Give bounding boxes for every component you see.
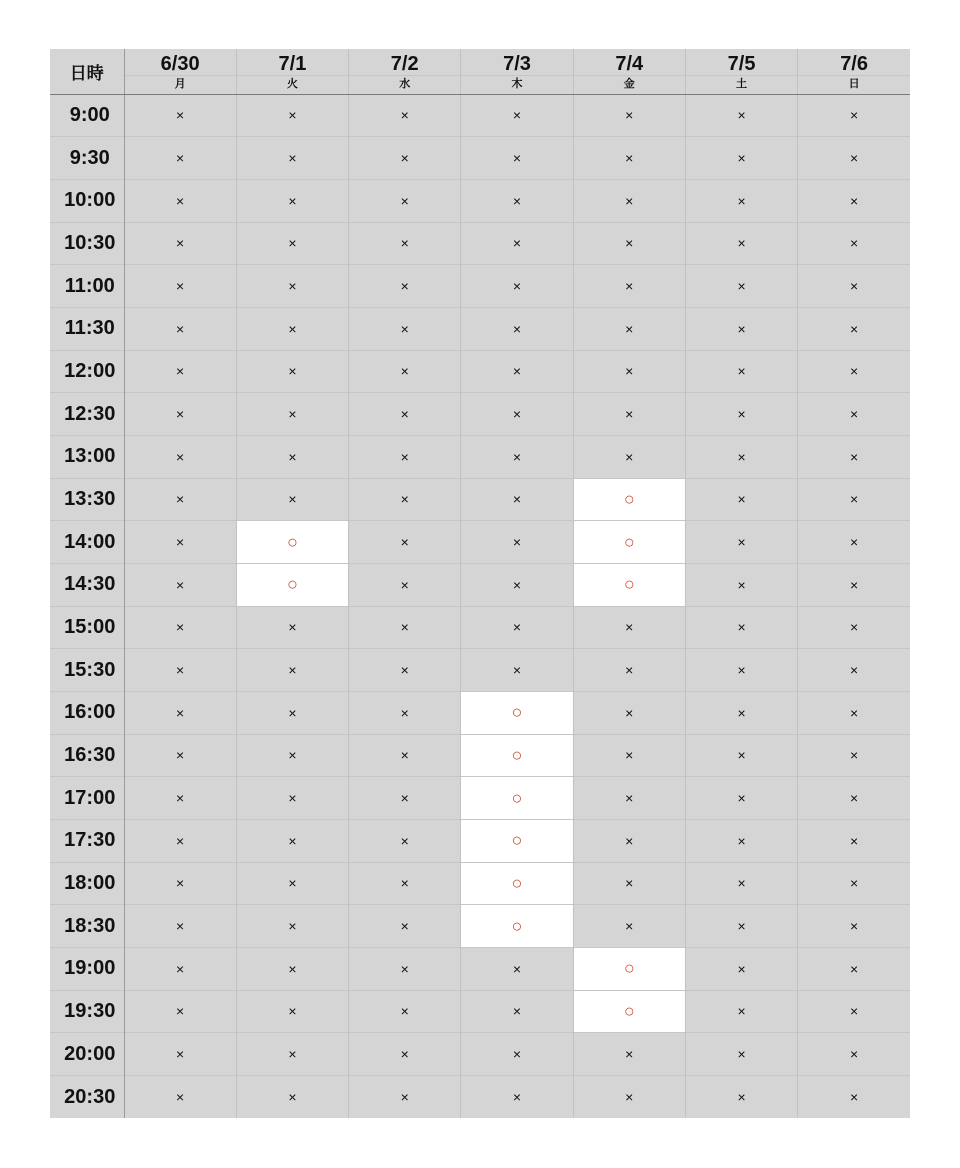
slot-unavailable: ×	[685, 606, 797, 649]
header-corner-label: 日時	[50, 49, 124, 94]
slot-unavailable: ×	[573, 691, 685, 734]
time-label: 16:00	[50, 691, 124, 734]
slot-available: ○	[461, 777, 573, 820]
slot-unavailable: ×	[461, 350, 573, 393]
slot-unavailable: ×	[685, 819, 797, 862]
slot-unavailable: ×	[798, 734, 910, 777]
header-date: 7/1	[278, 52, 307, 75]
slot-unavailable: ×	[349, 947, 461, 990]
slot-unavailable: ×	[236, 478, 348, 521]
slot-unavailable: ×	[124, 1033, 236, 1076]
time-label: 19:30	[50, 990, 124, 1033]
slot-unavailable: ×	[573, 137, 685, 180]
time-label: 20:00	[50, 1033, 124, 1076]
table-row	[50, 819, 910, 862]
time-label: 10:30	[50, 222, 124, 265]
slot-unavailable: ×	[461, 990, 573, 1033]
slot-unavailable: ×	[124, 265, 236, 308]
table-row	[50, 94, 910, 137]
table-row	[50, 137, 910, 180]
slot-unavailable: ×	[236, 606, 348, 649]
slot-unavailable: ×	[349, 649, 461, 692]
slot-unavailable: ×	[349, 222, 461, 265]
slot-unavailable: ×	[573, 905, 685, 948]
slot-unavailable: ×	[573, 393, 685, 436]
slot-unavailable: ×	[124, 435, 236, 478]
slot-unavailable: ×	[349, 521, 461, 564]
slot-unavailable: ×	[236, 179, 348, 222]
slot-unavailable: ×	[124, 947, 236, 990]
slot-unavailable: ×	[573, 649, 685, 692]
slot-unavailable: ×	[124, 94, 236, 137]
slot-unavailable: ×	[124, 649, 236, 692]
slot-unavailable: ×	[798, 307, 910, 350]
slot-unavailable: ×	[349, 862, 461, 905]
slot-unavailable: ×	[573, 94, 685, 137]
header-weekday: 木	[461, 75, 572, 92]
slot-unavailable: ×	[236, 990, 348, 1033]
time-label: 15:30	[50, 649, 124, 692]
slot-available: ○	[573, 478, 685, 521]
slot-unavailable: ×	[798, 990, 910, 1033]
slot-unavailable: ×	[124, 222, 236, 265]
table-row	[50, 947, 910, 990]
slot-unavailable: ×	[685, 179, 797, 222]
slot-unavailable: ×	[685, 393, 797, 436]
slot-unavailable: ×	[236, 1075, 348, 1118]
slot-unavailable: ×	[798, 563, 910, 606]
header-day-0	[124, 49, 236, 94]
slot-unavailable: ×	[685, 649, 797, 692]
slot-unavailable: ×	[349, 819, 461, 862]
slot-unavailable: ×	[124, 862, 236, 905]
slot-unavailable: ×	[685, 222, 797, 265]
slot-unavailable: ×	[798, 1075, 910, 1118]
slot-unavailable: ×	[685, 563, 797, 606]
table-row	[50, 1075, 910, 1118]
slot-unavailable: ×	[349, 990, 461, 1033]
slot-unavailable: ×	[685, 350, 797, 393]
slot-unavailable: ×	[461, 265, 573, 308]
slot-unavailable: ×	[461, 606, 573, 649]
slot-unavailable: ×	[573, 1033, 685, 1076]
slot-unavailable: ×	[236, 819, 348, 862]
slot-unavailable: ×	[573, 307, 685, 350]
slot-available: ○	[461, 691, 573, 734]
slot-unavailable: ×	[573, 734, 685, 777]
slot-unavailable: ×	[124, 521, 236, 564]
slot-unavailable: ×	[236, 350, 348, 393]
slot-unavailable: ×	[349, 777, 461, 820]
slot-unavailable: ×	[798, 265, 910, 308]
header-day-4	[573, 49, 685, 94]
slot-unavailable: ×	[685, 307, 797, 350]
slot-unavailable: ×	[798, 222, 910, 265]
slot-unavailable: ×	[573, 222, 685, 265]
slot-unavailable: ×	[349, 137, 461, 180]
time-label: 12:00	[50, 350, 124, 393]
header-day-1	[236, 49, 348, 94]
slot-unavailable: ×	[349, 94, 461, 137]
header-day-6	[798, 49, 910, 94]
slot-unavailable: ×	[349, 691, 461, 734]
slot-unavailable: ×	[349, 435, 461, 478]
slot-unavailable: ×	[798, 862, 910, 905]
slot-unavailable: ×	[124, 905, 236, 948]
slot-unavailable: ×	[798, 94, 910, 137]
slot-unavailable: ×	[124, 606, 236, 649]
header-weekday: 水	[349, 75, 460, 92]
time-label: 13:30	[50, 478, 124, 521]
slot-unavailable: ×	[798, 521, 910, 564]
time-label: 18:30	[50, 905, 124, 948]
slot-available: ○	[461, 734, 573, 777]
table-row	[50, 649, 910, 692]
table-row	[50, 862, 910, 905]
slot-unavailable: ×	[798, 777, 910, 820]
slot-unavailable: ×	[685, 94, 797, 137]
header-date: 6/30	[160, 52, 200, 75]
slot-available: ○	[461, 819, 573, 862]
time-label: 20:30	[50, 1075, 124, 1118]
slot-unavailable: ×	[798, 649, 910, 692]
slot-unavailable: ×	[573, 179, 685, 222]
table-row	[50, 1033, 910, 1076]
slot-unavailable: ×	[236, 947, 348, 990]
slot-unavailable: ×	[573, 435, 685, 478]
header-date: 7/4	[615, 52, 644, 75]
header-date: 7/5	[727, 52, 756, 75]
slot-unavailable: ×	[685, 947, 797, 990]
slot-unavailable: ×	[349, 734, 461, 777]
table-row	[50, 478, 910, 521]
table-row	[50, 222, 910, 265]
table-row	[50, 905, 910, 948]
slot-unavailable: ×	[349, 905, 461, 948]
slot-unavailable: ×	[349, 350, 461, 393]
header-weekday: 土	[686, 75, 797, 92]
table-body	[50, 94, 910, 1118]
slot-unavailable: ×	[461, 1075, 573, 1118]
slot-unavailable: ×	[798, 905, 910, 948]
slot-available: ○	[573, 990, 685, 1033]
slot-unavailable: ×	[236, 905, 348, 948]
slot-unavailable: ×	[349, 478, 461, 521]
time-label: 16:30	[50, 734, 124, 777]
header-day-5	[685, 49, 797, 94]
header-row	[50, 49, 910, 94]
slot-unavailable: ×	[798, 137, 910, 180]
time-label: 14:30	[50, 563, 124, 606]
time-label: 17:00	[50, 777, 124, 820]
time-label: 19:00	[50, 947, 124, 990]
slot-available: ○	[236, 521, 348, 564]
time-label: 18:00	[50, 862, 124, 905]
availability-table	[50, 49, 910, 1118]
slot-unavailable: ×	[124, 478, 236, 521]
slot-unavailable: ×	[685, 1075, 797, 1118]
slot-unavailable: ×	[798, 393, 910, 436]
slot-unavailable: ×	[349, 307, 461, 350]
slot-unavailable: ×	[236, 222, 348, 265]
header-weekday: 火	[237, 75, 348, 92]
slot-unavailable: ×	[124, 137, 236, 180]
table-row	[50, 179, 910, 222]
slot-unavailable: ×	[461, 1033, 573, 1076]
slot-unavailable: ×	[236, 393, 348, 436]
slot-unavailable: ×	[461, 393, 573, 436]
slot-unavailable: ×	[461, 563, 573, 606]
slot-unavailable: ×	[349, 1033, 461, 1076]
slot-unavailable: ×	[573, 819, 685, 862]
slot-unavailable: ×	[798, 1033, 910, 1076]
slot-unavailable: ×	[461, 478, 573, 521]
slot-unavailable: ×	[124, 777, 236, 820]
slot-unavailable: ×	[124, 307, 236, 350]
table-row	[50, 435, 910, 478]
header-weekday: 月	[125, 75, 236, 92]
time-label: 13:00	[50, 435, 124, 478]
slot-unavailable: ×	[124, 563, 236, 606]
slot-unavailable: ×	[798, 691, 910, 734]
slot-available: ○	[461, 905, 573, 948]
slot-unavailable: ×	[573, 777, 685, 820]
slot-unavailable: ×	[124, 1075, 236, 1118]
slot-unavailable: ×	[124, 819, 236, 862]
table-row	[50, 777, 910, 820]
slot-unavailable: ×	[349, 179, 461, 222]
slot-unavailable: ×	[349, 563, 461, 606]
slot-unavailable: ×	[236, 435, 348, 478]
slot-unavailable: ×	[685, 1033, 797, 1076]
time-label: 17:30	[50, 819, 124, 862]
header-weekday: 日	[798, 75, 910, 92]
slot-unavailable: ×	[573, 606, 685, 649]
table-row	[50, 734, 910, 777]
time-label: 14:00	[50, 521, 124, 564]
slot-unavailable: ×	[349, 393, 461, 436]
slot-unavailable: ×	[685, 478, 797, 521]
slot-unavailable: ×	[685, 862, 797, 905]
slot-unavailable: ×	[798, 819, 910, 862]
slot-unavailable: ×	[461, 222, 573, 265]
header-date: 7/2	[390, 52, 419, 75]
slot-unavailable: ×	[798, 179, 910, 222]
header-day-3	[461, 49, 573, 94]
slot-unavailable: ×	[685, 990, 797, 1033]
time-label: 11:00	[50, 265, 124, 308]
slot-unavailable: ×	[573, 350, 685, 393]
table-row	[50, 563, 910, 606]
slot-unavailable: ×	[798, 435, 910, 478]
slot-unavailable: ×	[236, 777, 348, 820]
slot-unavailable: ×	[461, 947, 573, 990]
slot-unavailable: ×	[461, 179, 573, 222]
slot-unavailable: ×	[236, 691, 348, 734]
slot-unavailable: ×	[685, 777, 797, 820]
slot-unavailable: ×	[236, 1033, 348, 1076]
table-row	[50, 521, 910, 564]
slot-unavailable: ×	[236, 649, 348, 692]
slot-unavailable: ×	[124, 179, 236, 222]
time-label: 11:30	[50, 307, 124, 350]
header-date: 7/3	[503, 52, 531, 75]
slot-unavailable: ×	[798, 606, 910, 649]
slot-available: ○	[573, 563, 685, 606]
time-label: 12:30	[50, 393, 124, 436]
slot-unavailable: ×	[798, 947, 910, 990]
slot-unavailable: ×	[236, 94, 348, 137]
slot-unavailable: ×	[236, 734, 348, 777]
slot-unavailable: ×	[349, 265, 461, 308]
slot-unavailable: ×	[798, 350, 910, 393]
slot-available: ○	[573, 521, 685, 564]
slot-unavailable: ×	[461, 649, 573, 692]
slot-unavailable: ×	[124, 734, 236, 777]
slot-unavailable: ×	[236, 307, 348, 350]
slot-unavailable: ×	[685, 137, 797, 180]
table-row	[50, 990, 910, 1033]
slot-unavailable: ×	[573, 862, 685, 905]
table-row	[50, 350, 910, 393]
slot-unavailable: ×	[573, 1075, 685, 1118]
slot-unavailable: ×	[461, 94, 573, 137]
slot-unavailable: ×	[461, 435, 573, 478]
slot-unavailable: ×	[124, 350, 236, 393]
slot-unavailable: ×	[685, 734, 797, 777]
time-label: 15:00	[50, 606, 124, 649]
header-day-2	[349, 49, 461, 94]
slot-unavailable: ×	[573, 265, 685, 308]
table-row	[50, 265, 910, 308]
slot-unavailable: ×	[236, 862, 348, 905]
table-header	[50, 49, 910, 94]
time-label: 10:00	[50, 179, 124, 222]
slot-unavailable: ×	[461, 307, 573, 350]
time-label: 9:00	[50, 94, 124, 137]
header-weekday: 金	[574, 75, 685, 92]
slot-unavailable: ×	[236, 137, 348, 180]
slot-unavailable: ×	[798, 478, 910, 521]
table-row	[50, 393, 910, 436]
slot-available: ○	[236, 563, 348, 606]
slot-unavailable: ×	[685, 521, 797, 564]
table-row	[50, 691, 910, 734]
slot-unavailable: ×	[349, 1075, 461, 1118]
slot-unavailable: ×	[349, 606, 461, 649]
slot-available: ○	[573, 947, 685, 990]
slot-unavailable: ×	[461, 137, 573, 180]
table-row	[50, 307, 910, 350]
header-date: 7/6	[840, 52, 868, 75]
slot-unavailable: ×	[685, 265, 797, 308]
slot-unavailable: ×	[461, 521, 573, 564]
slot-unavailable: ×	[124, 990, 236, 1033]
slot-unavailable: ×	[124, 393, 236, 436]
slot-unavailable: ×	[685, 435, 797, 478]
slot-available: ○	[461, 862, 573, 905]
slot-unavailable: ×	[124, 691, 236, 734]
table-row	[50, 606, 910, 649]
slot-unavailable: ×	[685, 905, 797, 948]
time-label: 9:30	[50, 137, 124, 180]
slot-unavailable: ×	[685, 691, 797, 734]
slot-unavailable: ×	[236, 265, 348, 308]
